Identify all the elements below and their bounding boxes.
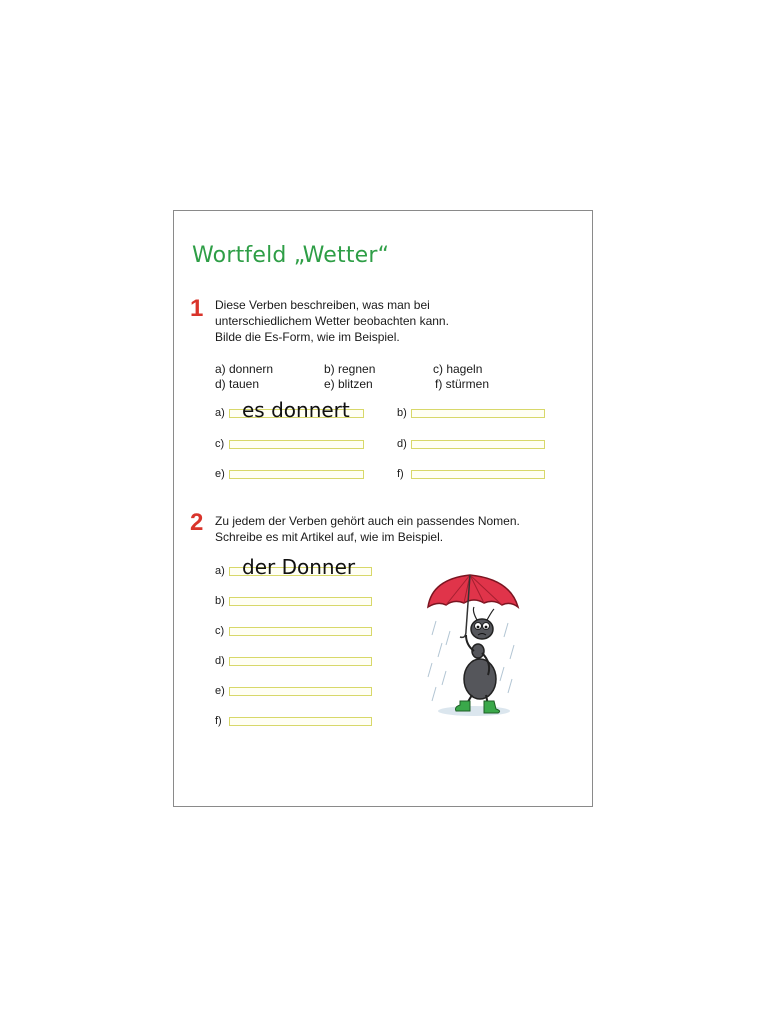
task-1-instruction-line: unterschiedlichem Wetter beobachten kann. [215, 314, 449, 328]
task-2-instruction-line: Schreibe es mit Artikel auf, wie im Beispiel. [215, 530, 444, 544]
example-answer: es donnert [242, 398, 350, 422]
verb-item: d) tauen [215, 377, 260, 391]
answer-line-1e[interactable] [229, 470, 364, 479]
answer-label: f) [215, 715, 222, 727]
answer-line-1c[interactable] [229, 440, 364, 449]
answer-label: b) [397, 407, 407, 419]
answer-line-1d[interactable] [411, 440, 545, 449]
task-2-number: 2 [190, 509, 204, 536]
task-1-instruction [215, 297, 449, 345]
answer-line-1f[interactable] [411, 470, 545, 479]
answer-label: d) [397, 438, 407, 450]
answer-label: d) [215, 655, 225, 667]
task-2-instruction-line: Zu jedem der Verben gehört auch ein passendes Nomen. [215, 514, 520, 528]
answer-label: c) [215, 438, 225, 450]
verb-item: c) hageln [433, 362, 483, 376]
worksheet-page [173, 210, 593, 807]
answer-label: c) [215, 625, 225, 637]
answer-label: b) [215, 595, 225, 607]
answer-line-2d[interactable] [229, 657, 372, 666]
task-1-number: 1 [190, 295, 204, 322]
ant-with-umbrella-in-rain-icon [422, 571, 522, 721]
page-title: Wortfeld „Wetter“ [192, 243, 390, 268]
answer-label: a) [215, 565, 225, 577]
task-2-instruction [215, 513, 520, 545]
verb-item: e) blitzen [324, 377, 373, 391]
verb-item: b) regnen [324, 362, 376, 376]
answer-label: a) [215, 407, 225, 419]
answer-line-2e[interactable] [229, 687, 372, 696]
answer-line-1b[interactable] [411, 409, 545, 418]
answer-line-2b[interactable] [229, 597, 372, 606]
answer-label: f) [397, 468, 404, 480]
answer-line-2f[interactable] [229, 717, 372, 726]
verb-item: a) donnern [215, 362, 274, 376]
task-1-instruction-line: Diese Verben beschreiben, was man bei [215, 298, 430, 312]
answer-label: e) [215, 468, 225, 480]
example-answer: der Donner [242, 555, 356, 579]
answer-label: e) [215, 685, 225, 697]
verb-item: f) stürmen [435, 377, 490, 391]
task-1-instruction-line: Bilde die Es-Form, wie im Beispiel. [215, 330, 400, 344]
answer-line-2c[interactable] [229, 627, 372, 636]
